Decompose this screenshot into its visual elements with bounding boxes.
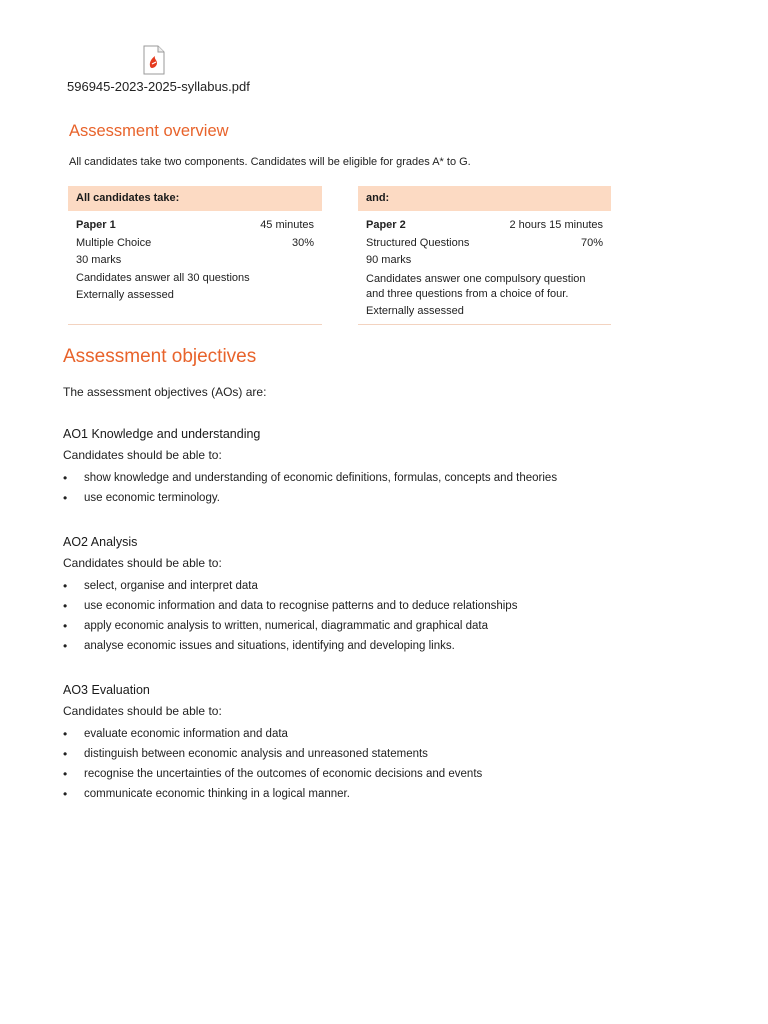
paper2-note: Candidates answer one compulsory question and three questions from a choice of four. bbox=[366, 272, 586, 300]
paper1-duration: 45 minutes bbox=[260, 219, 314, 231]
ao3-subtitle: Candidates should be able to: bbox=[63, 704, 222, 718]
assessment-objectives-heading: Assessment objectives bbox=[63, 346, 257, 367]
ao2-title: AO2 Analysis bbox=[63, 535, 138, 549]
list-item: • show knowledge and understanding of economic definitions, formulas, concepts and theories bbox=[63, 468, 683, 488]
list-item: • apply economic analysis to written, numerical, diagrammatic and graphical data bbox=[63, 616, 683, 636]
file-name[interactable]: 596945-2023-2025-syllabus.pdf bbox=[67, 79, 250, 94]
ao1-section bbox=[63, 427, 683, 508]
overview-intro: All candidates take two components. Candidates will be eligible for grades A* to G. bbox=[69, 156, 471, 168]
list-item: • select, organise and interpret data bbox=[63, 576, 683, 596]
list-item: • communicate economic thinking in a logical manner. bbox=[63, 784, 683, 804]
paper2-table-header: and: bbox=[358, 186, 611, 211]
list-item: • analyse economic issues and situations, identifying and developing links. bbox=[63, 636, 683, 656]
assessment-overview-heading: Assessment overview bbox=[69, 122, 229, 140]
paper1-title: Paper 1 bbox=[76, 219, 116, 231]
paper2-duration: 2 hours 15 minutes bbox=[509, 219, 603, 231]
list-item: • use economic information and data to recognise patterns and to deduce relationships bbox=[63, 596, 683, 616]
ao2-subtitle: Candidates should be able to: bbox=[63, 556, 222, 570]
pdf-file-icon[interactable] bbox=[143, 45, 165, 75]
list-item: • recognise the uncertainties of the outcomes of economic decisions and events bbox=[63, 764, 683, 784]
objectives-intro: The assessment objectives (AOs) are: bbox=[63, 385, 267, 399]
paper1-table bbox=[68, 186, 322, 325]
ao3-title: AO3 Evaluation bbox=[63, 683, 150, 697]
paper1-weight: 30% bbox=[291, 236, 314, 249]
paper2-title: Paper 2 bbox=[366, 219, 406, 231]
list-item: • distinguish between economic analysis and unreasoned statements bbox=[63, 744, 683, 764]
paper1-assessed: Externally assessed bbox=[76, 289, 174, 301]
paper2-weight: 70% bbox=[580, 236, 603, 249]
ao1-subtitle: Candidates should be able to: bbox=[63, 448, 222, 462]
paper1-type: Multiple Choice bbox=[76, 236, 152, 249]
list-item: • evaluate economic information and data bbox=[63, 724, 683, 744]
paper1-marks: 30 marks bbox=[76, 254, 122, 266]
ao2-section bbox=[63, 535, 683, 656]
paper2-assessed: Externally assessed bbox=[366, 304, 464, 317]
paper2-table bbox=[358, 186, 611, 325]
list-item: • use economic terminology. bbox=[63, 488, 683, 508]
paper1-note: Candidates answer all 30 questions bbox=[76, 271, 250, 284]
ao1-title: AO1 Knowledge and understanding bbox=[63, 427, 261, 441]
paper1-table-header: All candidates take: bbox=[68, 186, 322, 211]
paper2-marks: 90 marks bbox=[366, 254, 412, 266]
paper2-type: Structured Questions bbox=[366, 236, 470, 249]
ao3-section bbox=[63, 683, 683, 804]
